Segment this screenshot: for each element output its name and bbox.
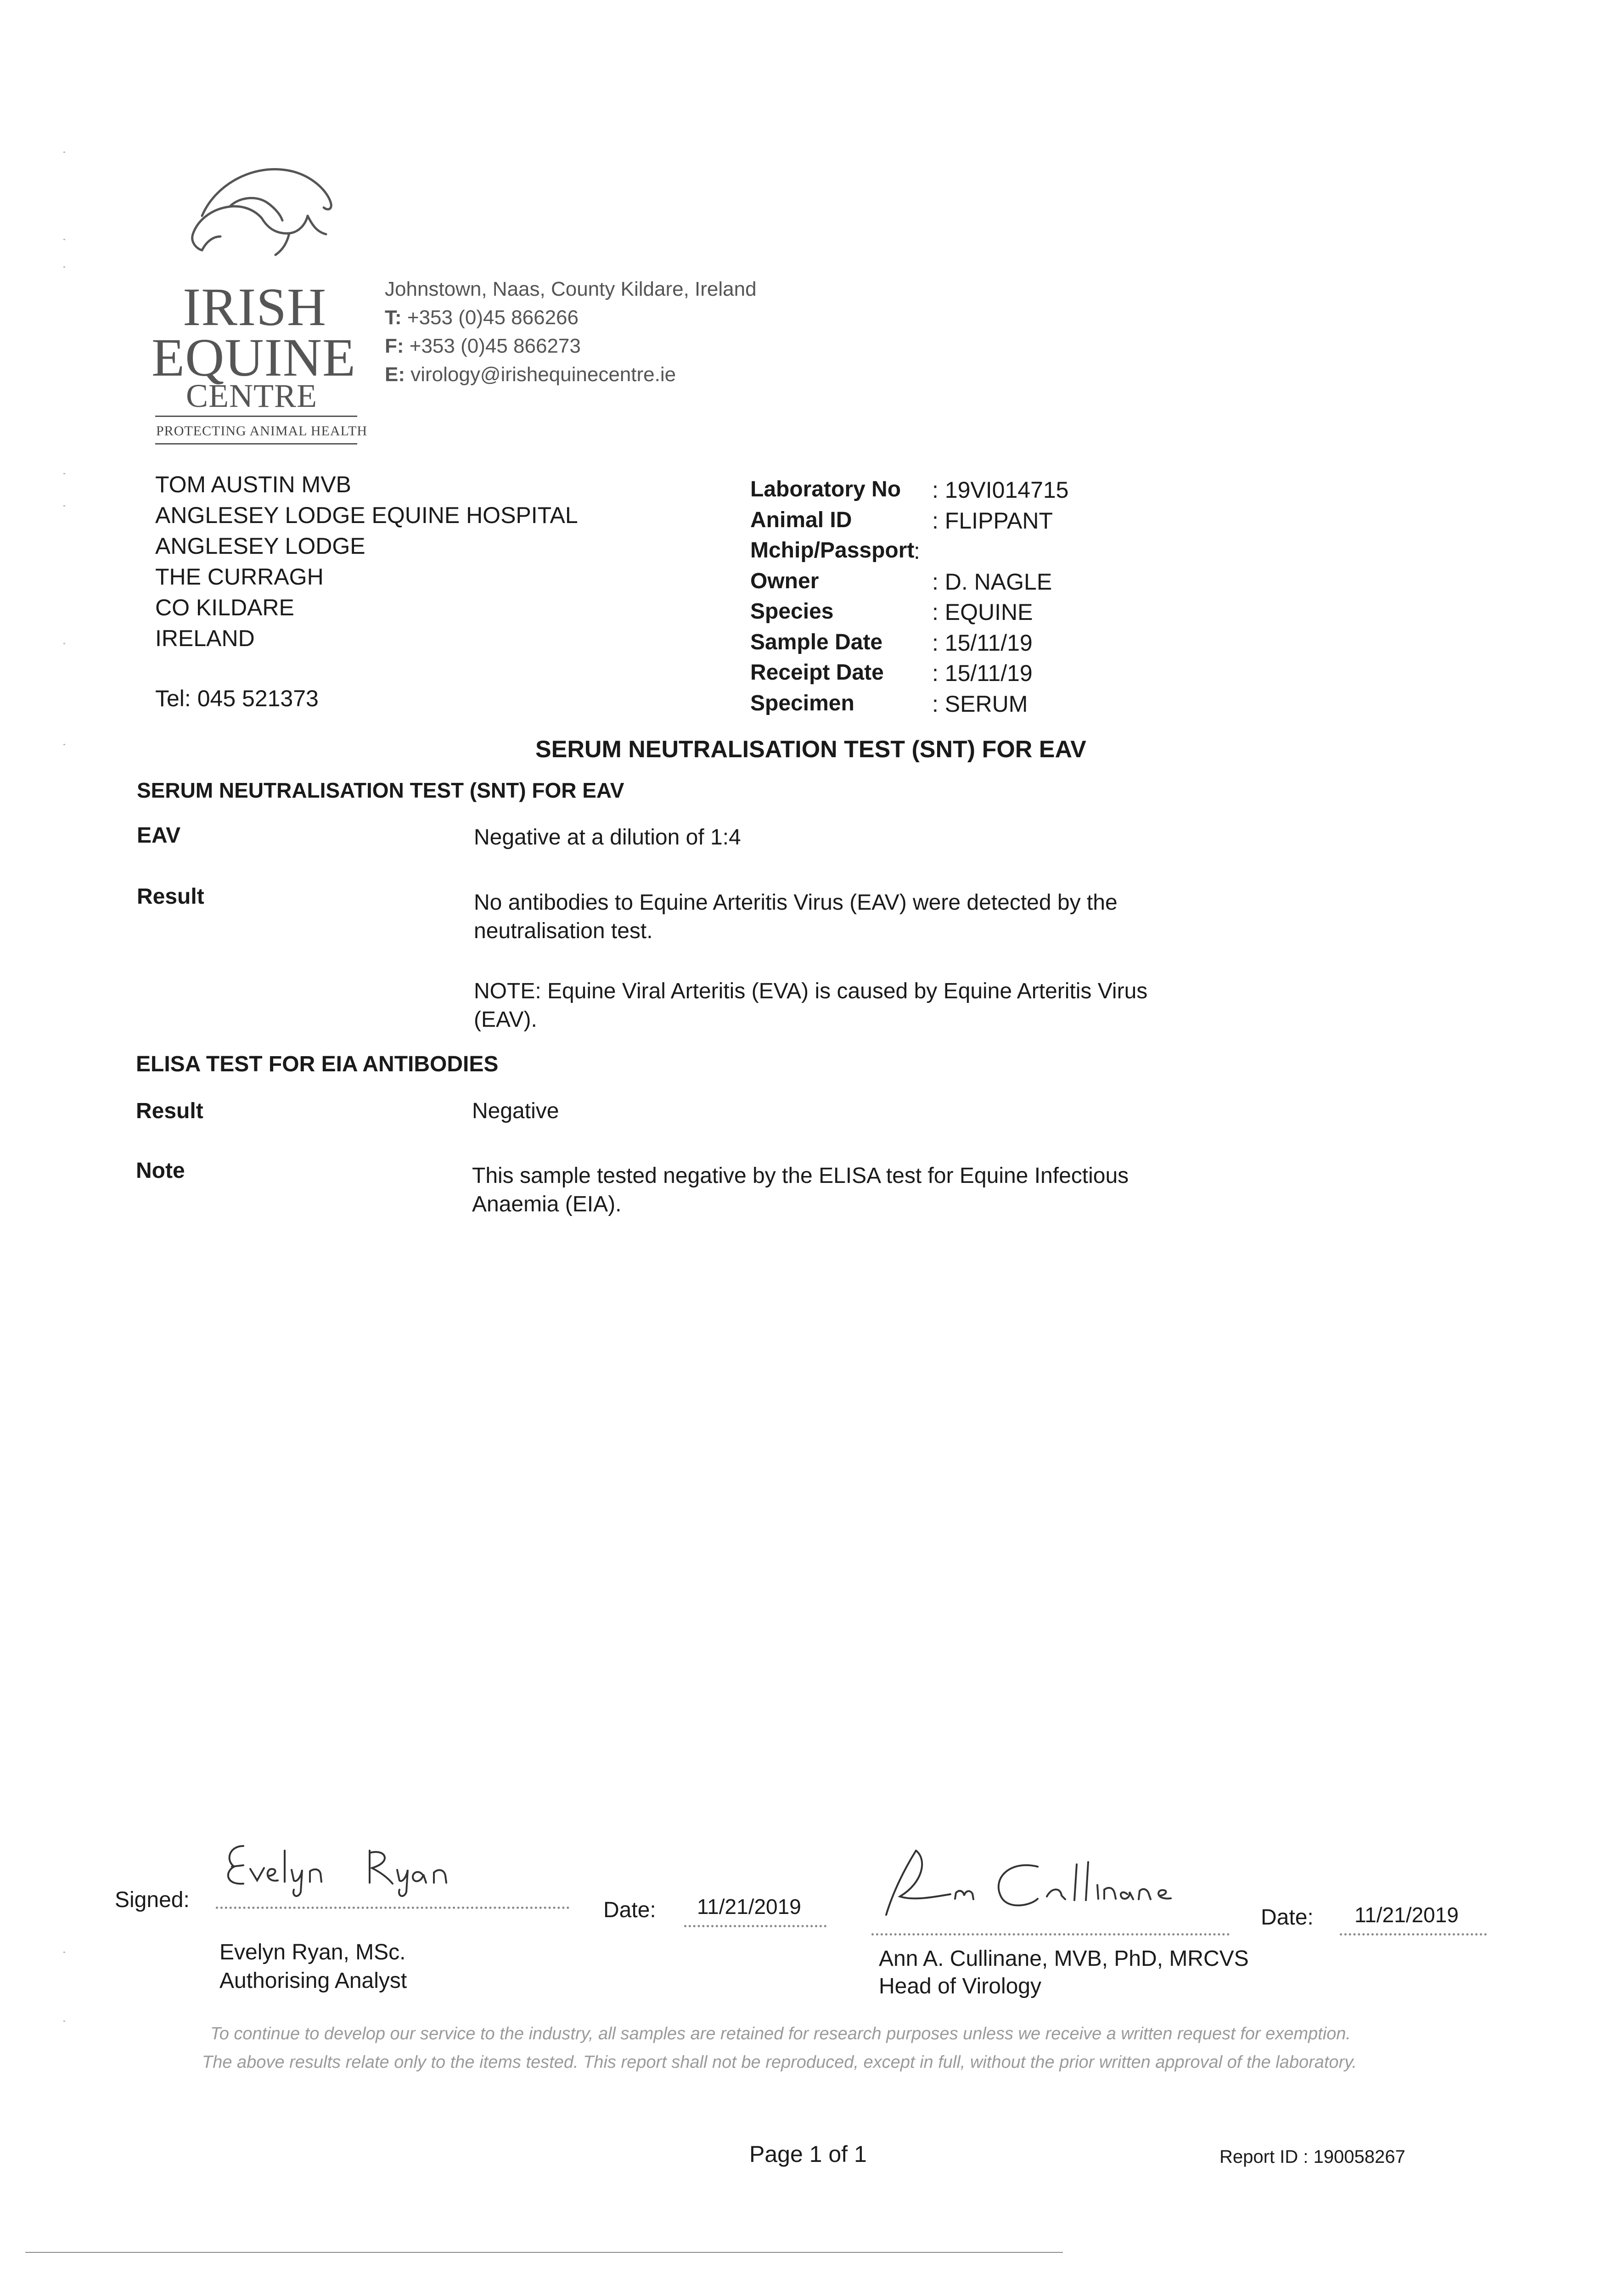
detail-label: Specimen — [750, 691, 854, 715]
scan-margin-mark — [63, 2020, 65, 2022]
report-id: Report ID : 190058267 — [1219, 2147, 1405, 2167]
signature-line — [216, 1907, 569, 1909]
logo-divider — [155, 443, 357, 445]
recipient-line: CO KILDARE — [155, 595, 294, 620]
date-line — [684, 1925, 826, 1927]
right-signer-name: Ann A. Cullinane, MVB, PhD, MRCVS — [879, 1947, 1249, 1971]
detail-value: : FLIPPANT — [932, 507, 1053, 534]
detail-label: Laboratory No — [750, 477, 901, 501]
date-line — [1340, 1933, 1487, 1936]
evelyn-ryan-signature-icon — [216, 1832, 528, 1901]
report-title: SERUM NEUTRALISATION TEST (SNT) FOR EAV — [535, 736, 1086, 763]
snt-result-text: No antibodies to Equine Arteritis Virus (EAV) were detected by the neutralisation test. — [474, 890, 1118, 943]
signature-line — [871, 1933, 1230, 1936]
detail-value: : 15/11/19 — [932, 660, 1033, 686]
eav-value: Negative at a dilution of 1:4 — [474, 825, 741, 850]
left-date-value: 11/21/2019 — [697, 1895, 801, 1919]
right-signer-role: Head of Virology — [879, 1974, 1041, 1998]
left-date-label: Date: — [603, 1898, 656, 1922]
contact-fax — [385, 333, 581, 359]
detail-label: Owner — [750, 568, 819, 593]
detail-label: Species — [750, 599, 834, 624]
snt-result-label: Result — [137, 884, 204, 909]
detail-value: : — [914, 538, 920, 564]
recipient-line: IRELAND — [155, 625, 255, 651]
snt-heading: SERUM NEUTRALISATION TEST (SNT) FOR EAV — [137, 778, 624, 802]
right-date-value: 11/21/2019 — [1354, 1903, 1459, 1927]
scan-margin-mark — [63, 505, 65, 506]
contact-address: Johnstown, Naas, County Kildare, Ireland — [385, 278, 757, 300]
email-label: E: — [385, 363, 405, 386]
logo-word-equine: EQUINE — [152, 327, 356, 388]
elisa-heading: ELISA TEST FOR EIA ANTIBODIES — [136, 1052, 499, 1076]
logo-word-centre: CENTRE — [186, 377, 317, 414]
detail-label: Sample Date — [750, 630, 883, 654]
detail-label: Receipt Date — [750, 660, 884, 685]
detail-value: : 19VI014715 — [932, 477, 1069, 503]
scan-margin-mark — [63, 1952, 65, 1953]
right-date-label: Date: — [1261, 1905, 1314, 1930]
detail-value: : 15/11/19 — [932, 630, 1033, 656]
phone-value: +353 (0)45 866266 — [407, 306, 579, 329]
recipient-line: ANGLESEY LODGE EQUINE HOSPITAL — [155, 502, 578, 528]
detail-value: : SERUM — [932, 691, 1028, 717]
disclaimer-line-2: The above results relate only to the items tested. This report shall not be reproduced, except in full, without the prior written approval of the laboratory. — [202, 2053, 1357, 2072]
elisa-result-label: Result — [136, 1099, 203, 1123]
fax-value: +353 (0)45 866273 — [409, 335, 581, 357]
contact-email — [385, 362, 676, 387]
recipient-line: THE CURRAGH — [155, 564, 324, 590]
scan-margin-mark — [63, 239, 65, 240]
scan-margin-mark — [63, 643, 65, 644]
scan-margin-mark — [63, 152, 65, 153]
eav-label: EAV — [137, 823, 181, 848]
snt-note-text: NOTE: Equine Viral Arteritis (EVA) is caused by Equine Arteritis Virus (EAV). — [474, 979, 1148, 1032]
elisa-note-text: This sample tested negative by the ELISA test for Equine Infectious Anaemia (EIA). — [472, 1164, 1129, 1216]
elisa-note-label: Note — [136, 1159, 185, 1183]
elisa-result-value: Negative — [472, 1099, 559, 1123]
logo-tagline: PROTECTING ANIMAL HEALTH — [156, 423, 368, 439]
recipient-line: ANGLESEY LODGE — [155, 533, 365, 559]
detail-label: Mchip/Passport — [750, 538, 915, 563]
recipient-address — [155, 469, 578, 654]
contact-phone — [385, 305, 579, 330]
recipient-tel: Tel: 045 521373 — [155, 686, 319, 711]
detail-label: Animal ID — [750, 507, 852, 532]
logo-word-irish: IRISH — [183, 277, 327, 337]
recipient-line: TOM AUSTIN MVB — [155, 472, 351, 497]
email-value: virology@irishequinecentre.ie — [410, 363, 676, 386]
phone-label: T: — [385, 306, 402, 329]
scan-margin-mark — [63, 266, 65, 268]
page-number: Page 1 of 1 — [749, 2141, 867, 2167]
ann-cullinane-signature-icon — [872, 1841, 1231, 1924]
logo-divider — [155, 416, 357, 417]
page-bottom-rule — [25, 2252, 1063, 2253]
signed-label: Signed: — [115, 1888, 190, 1912]
disclaimer-line-1: To continue to develop our service to the industry, all samples are retained for research purposes unless we receive a written request for exemption. — [210, 2024, 1351, 2043]
fax-label: F: — [385, 335, 404, 357]
left-signer-name: Evelyn Ryan, MSc. — [219, 1940, 406, 1964]
scan-margin-mark — [63, 473, 65, 474]
left-signer-role: Authorising Analyst — [219, 1969, 407, 1993]
scan-margin-mark — [63, 744, 65, 745]
detail-value: : D. NAGLE — [932, 568, 1052, 595]
horse-logo-icon — [174, 156, 349, 262]
detail-value: : EQUINE — [932, 599, 1033, 625]
